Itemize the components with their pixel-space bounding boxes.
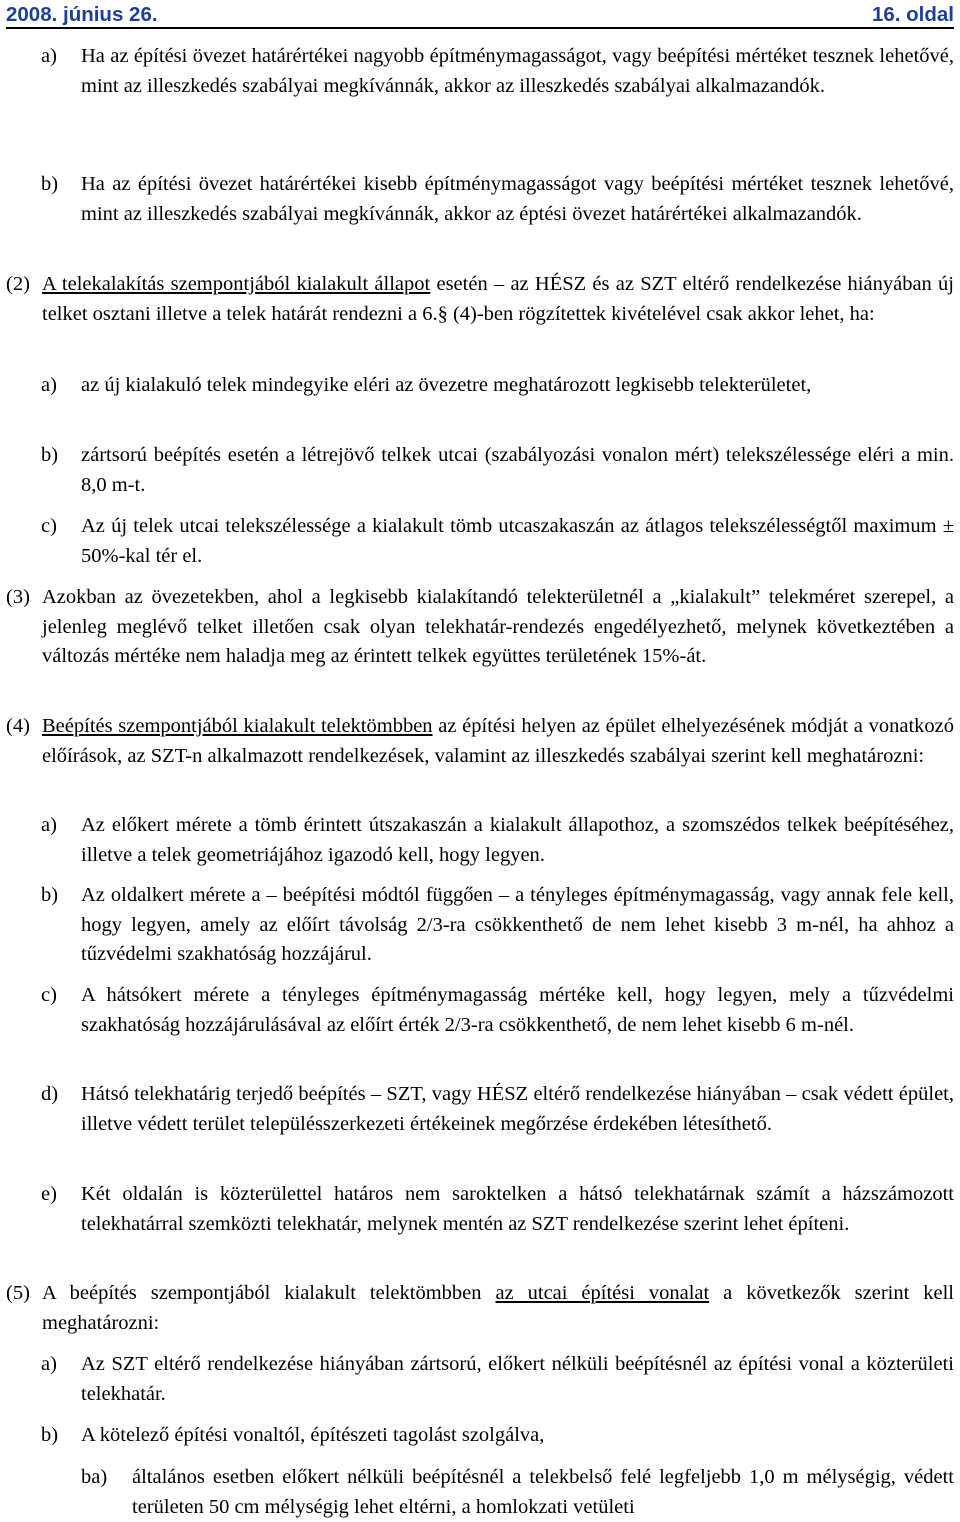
paragraph-4d: Hátsó telekhatárig terjedő beépítés – SZT, vagy HÉSZ eltérő rendelkezése hiányában – csak védett épület, illetve védett terület településszerkezeti értékeinek megőrzése érdekében létesíthető. xyxy=(81,1083,954,1135)
page-header xyxy=(6,3,954,27)
paragraph-5: A beépítés szempontjából kialakult telektömbben az utcai építési vonalat a következők szerint kell meghatározni: xyxy=(42,1282,954,1334)
section-label: (3) xyxy=(6,586,30,608)
paragraph-2b: zártsorú beépítés esetén a létrejövő telkek utcai (szabályozási vonalon mért) telekszélessége eléri a min. 8,0 m-t. xyxy=(81,444,954,496)
paragraph-2: A telekalakítás szempontjából kialakult állapot esetén – az HÉSZ és az SZT eltérő rendelkezése hiányában új telket osztani illetve a telek határát rendezni a 6.§ (4)-ben rögzítettek kivételével csak akkor lehet, ha: xyxy=(42,273,954,325)
item-label: d) xyxy=(41,1083,59,1105)
item-label: a) xyxy=(41,1353,57,1375)
subitem-label: ba) xyxy=(81,1466,108,1488)
paragraph-4c: A hátsókert mérete a tényleges építménymagasság mértéke kell, hogy legyen, mely a tűzvédelmi szakhatóság hozzájárulásával az előírt érték 2/3-ra csökkenthető, de nem lehet kisebb 6 m-nél. xyxy=(81,984,954,1036)
item-label: e) xyxy=(41,1183,57,1205)
section-label: (5) xyxy=(6,1282,30,1304)
underlined-term: A telekalakítás szempontjából kialakult állapot xyxy=(42,273,431,295)
paragraph-1b: Ha az építési övezet határértékei kisebb építménymagasságot vagy beépítési mértéket tesznek lehetővé, mint az illeszkedés szabályai megkívánnák, akkor az éptési övezet határértékei alkalmazandók. xyxy=(81,173,954,225)
item-label: a) xyxy=(41,45,57,67)
item-label: c) xyxy=(41,984,57,1006)
paragraph-1a: Ha az építési övezet határértékei nagyobb építménymagasságot, vagy beépítési mértéket tesznek lehetővé, mint az illeszkedés szabályai megkívánnák, akkor az illeszkedés szabályai alkalmazandók. xyxy=(81,45,954,97)
item-label: a) xyxy=(41,814,57,836)
header-page-number: 16. oldal xyxy=(871,3,954,26)
underlined-term: az utcai építési vonalat xyxy=(495,1282,710,1304)
header-rule xyxy=(6,27,954,29)
underlined-term: Beépítés szempontjából kialakult telektömbben xyxy=(42,715,433,737)
paragraph-5b: A kötelező építési vonaltól, építészeti tagolást szolgálva, xyxy=(81,1424,545,1446)
item-label: b) xyxy=(41,884,59,906)
paragraph-2c: Az új telek utcai telekszélessége a kialakult tömb utcaszakaszán az átlagos telekszélességtől maximum ± 50%-kal tér el. xyxy=(81,515,954,567)
paragraph-3: Azokban az övezetekben, ahol a legkisebb kialakítandó telekterületnél a „kialakult” telekméret szerepel, a jelenleg meglévő telket illetően csak olyan telekhatár-rendezés engedélyezhető, melynek következtében a változás mértéke nem haladja meg az érintett telkek együttes területének 15%-át. xyxy=(42,586,954,667)
item-label: c) xyxy=(41,515,57,537)
paragraph-2a: az új kialakuló telek mindegyike eléri az övezetre meghatározott legkisebb telekterületet, xyxy=(81,374,812,396)
item-label: b) xyxy=(41,444,59,466)
item-label: b) xyxy=(41,1424,59,1446)
paragraph-4a: Az előkert mérete a tömb érintett útszakaszán a kialakult állapothoz, a szomszédos telkek beépítéséhez, illetve a telek geometriájához igazodó kell, hogy legyen. xyxy=(81,814,954,866)
section-label: (2) xyxy=(6,273,30,295)
paragraph-5ba: általános esetben előkert nélküli beépítésnél a telekbelső felé legfeljebb 1,0 m mélységig, védett területen 50 cm mélységig lehet eltérni, a homlokzati vetületi xyxy=(132,1466,954,1518)
paragraph-4e: Két oldalán is közterülettel határos nem saroktelken a hátsó telekhatárnak számít a házszámozott telekhatárral szemközti telekhatár, melynek mentén az SZT rendelkezése szerint lehet építeni. xyxy=(81,1183,954,1235)
section-label: (4) xyxy=(6,715,30,737)
item-label: a) xyxy=(41,374,57,396)
paragraph-4b: Az oldalkert mérete a – beépítési módtól függően – a tényleges építménymagasság, vagy annak fele kell, hogy legyen, amely az előírt távolság 2/3-ra csökkenthető de nem lehet kisebb 3 m-nél, ha ahhoz a tűzvédelmi szakhatóság hozzájárul. xyxy=(81,884,954,965)
paragraph-4: Beépítés szempontjából kialakult telektömbben az építési helyen az épület elhelyezésének módját a vonatkozó előírások, az SZT-n alkalmazott rendelkezések, valamint az illeszkedés szabályai szerint kell meghatározni: xyxy=(42,715,954,767)
paragraph-5a: Az SZT eltérő rendelkezése hiányában zártsorú, előkert nélküli beépítésnél az építési vonal a közterületi telekhatár. xyxy=(81,1353,954,1405)
header-date: 2008. június 26. xyxy=(6,3,158,26)
item-label: b) xyxy=(41,173,59,195)
